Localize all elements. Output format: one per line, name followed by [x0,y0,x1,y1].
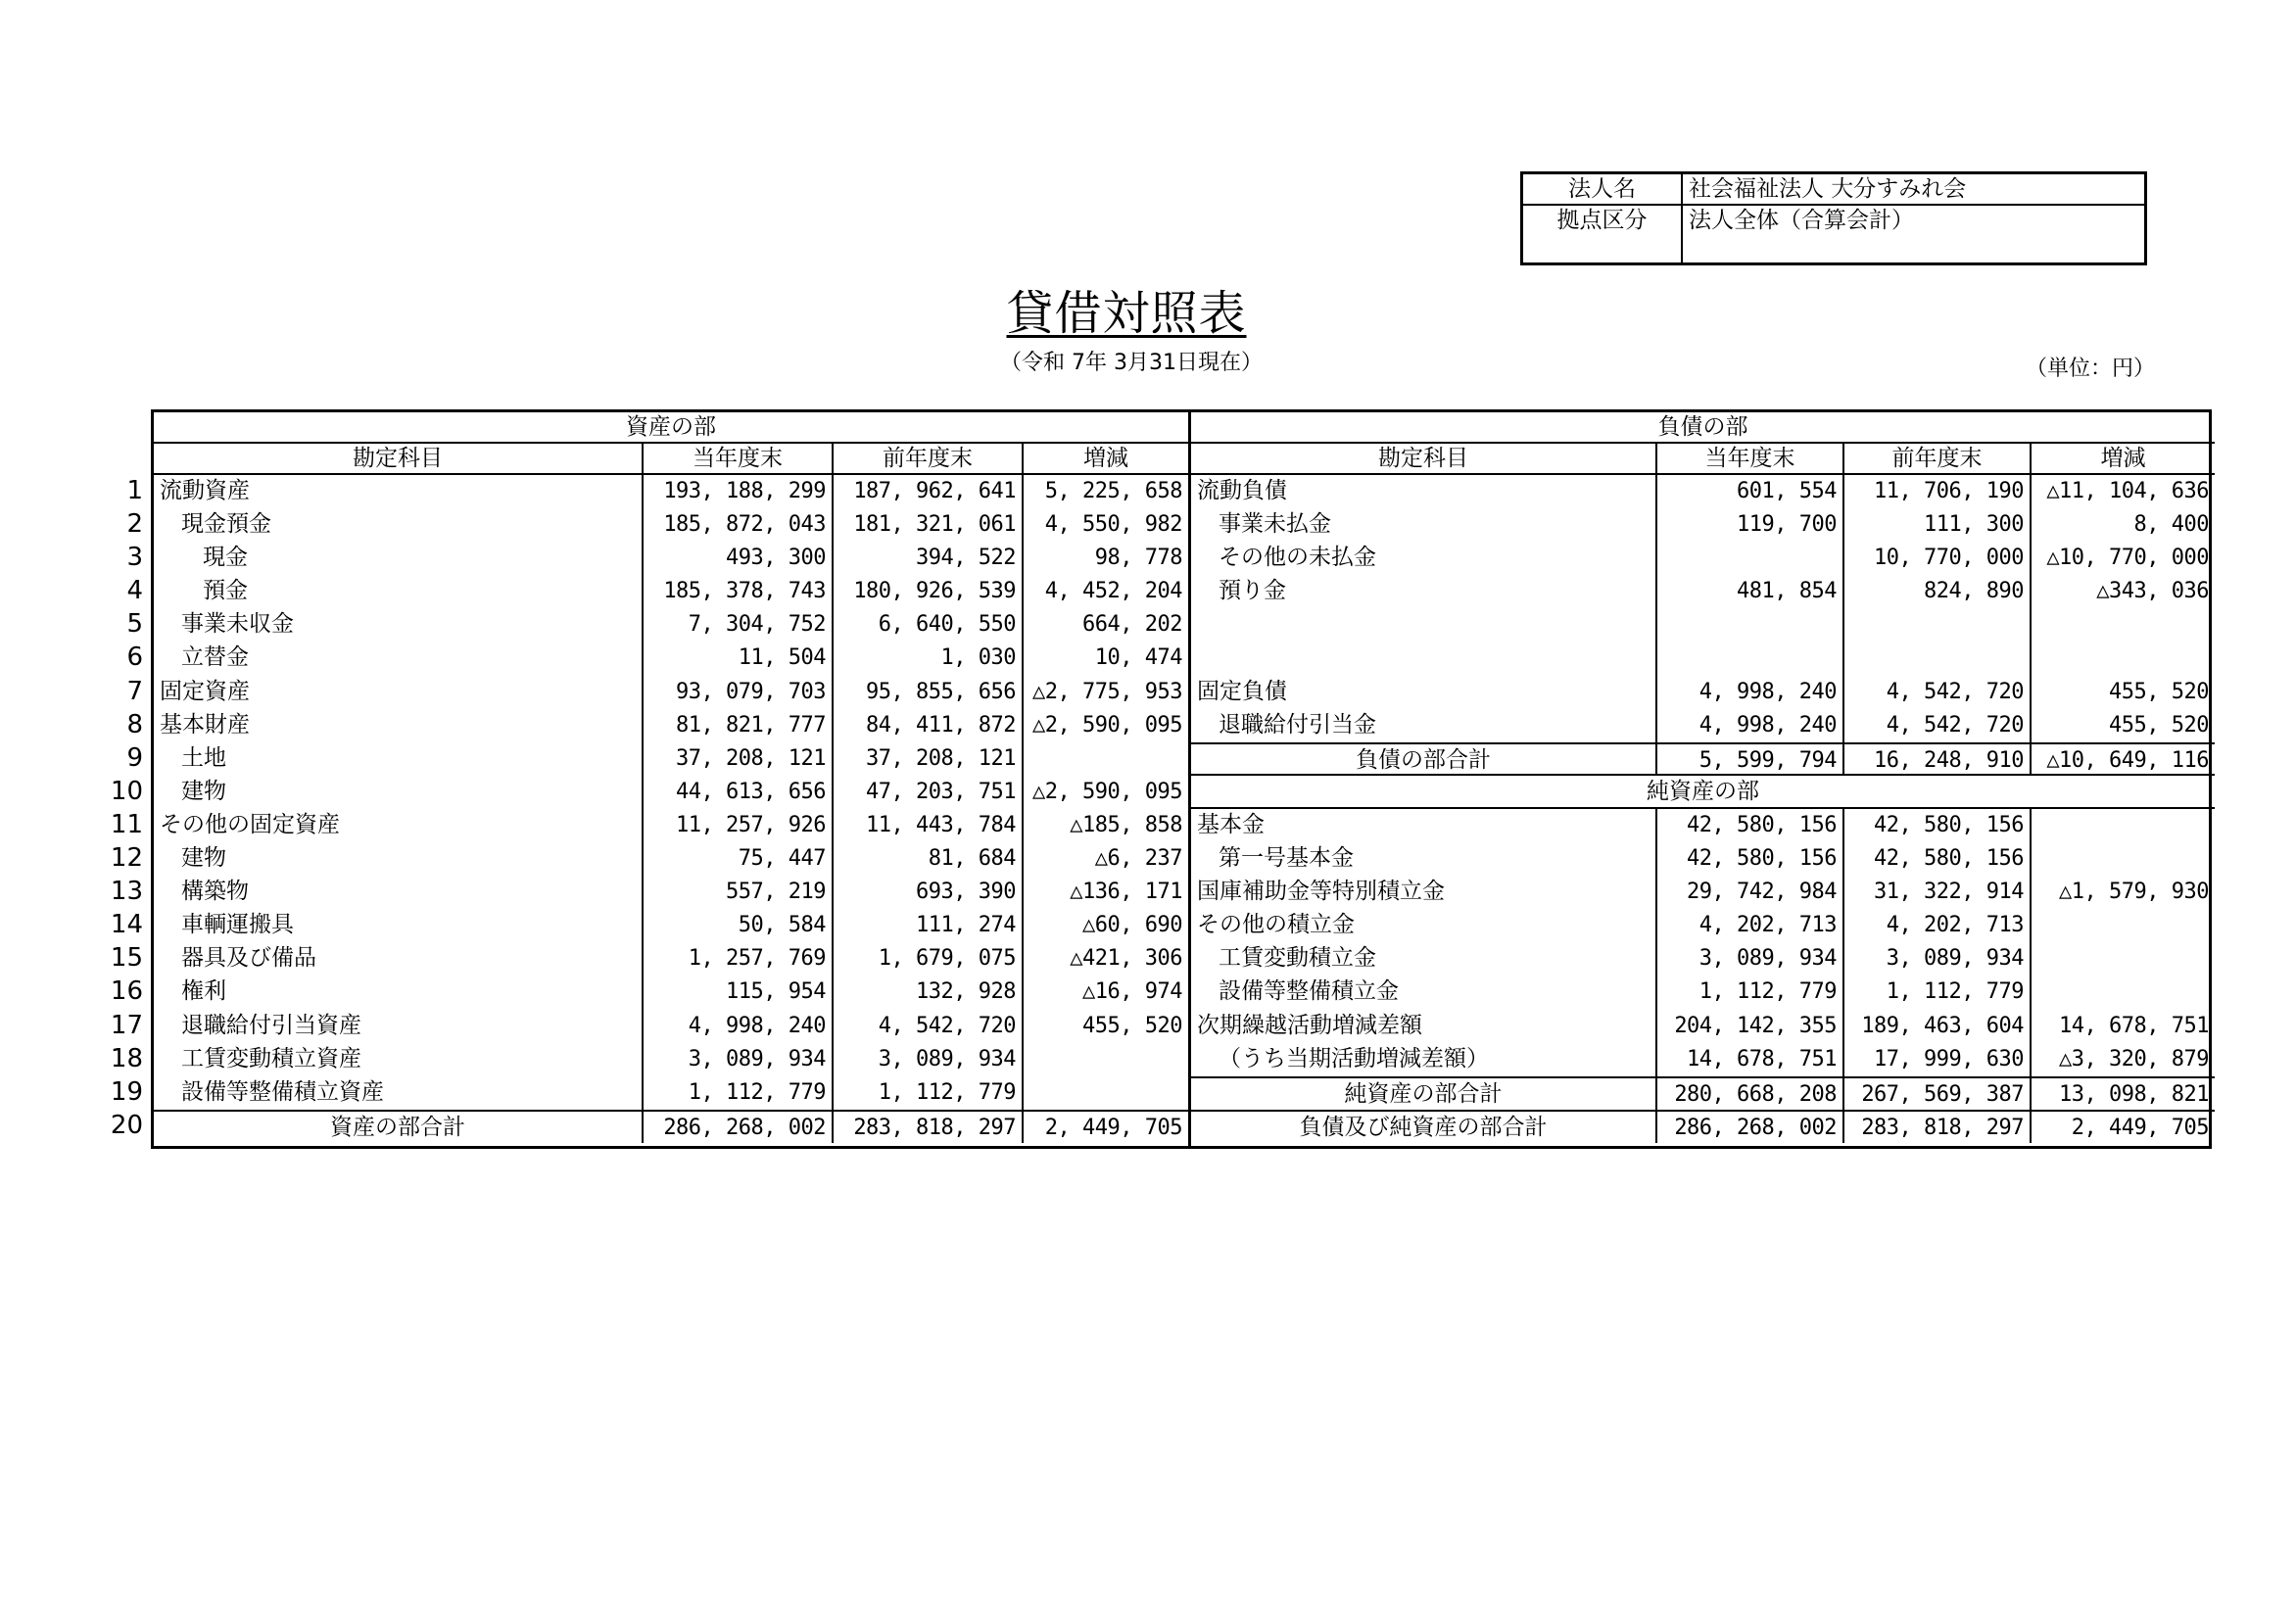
net-asset-row-change [2032,809,2215,842]
base-category-value: 法人全体（合算会計） [1689,208,1914,233]
liability-row-current [1657,542,1844,575]
liability-row-current: 5, 599, 794 [1657,742,1844,776]
row-number: 9 [126,742,143,773]
asset-row-change: △2, 590, 095 [1032,779,1182,804]
asset-row-change: 10, 474 [1094,645,1182,671]
row-number: 11 [110,809,143,839]
asset-row-current: 11, 257, 926 [644,809,834,842]
row-number: 15 [110,943,143,974]
assets-col-header-current: 当年度末 [644,444,834,475]
corp-name-label: 法人名 [1523,174,1683,206]
liability-row-label: 事業未払金 [1191,508,1657,542]
asset-row-previous: 81, 684 [834,842,1024,876]
liabilities-col-header-account: 勘定科目 [1191,444,1657,475]
asset-row-previous: 6, 640, 550 [834,608,1024,642]
report-date: （令和 7年 3月31日現在） [1000,351,1263,375]
liabilities-col-header-current: 当年度末 [1657,444,1844,475]
asset-row-current: 193, 188, 299 [644,475,834,508]
liability-row-label [1191,608,1657,642]
liability-row-change: △10, 770, 000 [2046,546,2209,571]
base-category-label: 拠点区分 [1523,206,1683,262]
asset-row-previous: 394, 522 [834,542,1024,575]
asset-row-change: △16, 974 [1082,979,1182,1005]
asset-row-change: △421, 306 [1070,946,1182,972]
asset-row-label: 現金 [154,542,644,575]
net-asset-row-previous: 283, 818, 297 [1844,1110,2032,1143]
asset-row-current: 1, 257, 769 [644,942,834,976]
net-asset-row-previous: 189, 463, 604 [1844,1010,2032,1043]
asset-row-current: 11, 504 [644,642,834,675]
asset-row-previous: 1, 030 [834,642,1024,675]
liability-row-previous [1844,608,2032,642]
asset-row-label: 車輌運搬具 [154,909,644,942]
asset-row-change: △185, 858 [1070,812,1182,837]
asset-row-label: 現金預金 [154,508,644,542]
net-asset-row-previous: 42, 580, 156 [1844,809,2032,842]
assets-col-header-previous: 前年度末 [834,444,1024,475]
asset-row-current: 37, 208, 121 [644,742,834,776]
row-number: 18 [110,1043,143,1073]
liability-row-change: △10, 649, 116 [2032,742,2215,776]
asset-row-label: その他の固定資産 [154,809,644,842]
asset-row-change: △2, 590, 095 [1032,712,1182,738]
asset-row-current: 1, 112, 779 [644,1076,834,1110]
net-asset-row-label: 負債及び純資産の部合計 [1191,1110,1657,1143]
liabilities-section-header: 負債の部 [1191,412,2215,444]
asset-row-current: 493, 300 [644,542,834,575]
liability-row-previous: 4, 542, 720 [1844,676,2032,709]
asset-row-previous: 84, 411, 872 [834,709,1024,742]
asset-row-current: 3, 089, 934 [644,1043,834,1076]
liability-row-previous: 824, 890 [1844,575,2032,608]
row-number: 8 [126,709,143,739]
asset-row-previous: 3, 089, 934 [834,1043,1024,1076]
asset-row-previous: 47, 203, 751 [834,776,1024,809]
liability-row-label: 負債の部合計 [1191,742,1657,776]
row-number: 7 [126,676,143,706]
assets-col-header-change: 増減 [1024,444,1188,475]
net-asset-row-change: 14, 678, 751 [2059,1013,2209,1038]
row-number: 3 [126,543,143,573]
net-asset-row-previous: 1, 112, 779 [1844,976,2032,1009]
net-asset-row-previous: 31, 322, 914 [1844,876,2032,909]
asset-row-previous: 4, 542, 720 [834,1010,1024,1043]
asset-row-current: 7, 304, 752 [644,608,834,642]
net-asset-row-label: （うち当期活動増減差額） [1191,1043,1657,1076]
net-asset-row-label: 次期繰越活動増減差額 [1191,1010,1657,1043]
liability-row-current: 119, 700 [1657,508,1844,542]
asset-row-current: 185, 872, 043 [644,508,834,542]
asset-row-previous: 1, 112, 779 [834,1076,1024,1110]
asset-row-previous: 37, 208, 121 [834,742,1024,776]
net-asset-row-current: 29, 742, 984 [1657,876,1844,909]
net-asset-row-previous: 17, 999, 630 [1844,1043,2032,1076]
row-number: 19 [110,1076,143,1107]
liabilities-net-assets-section [1188,412,2212,1146]
liability-row-current [1657,608,1844,642]
page-title: 貸借対照表 [1006,286,1247,341]
asset-row-change: 4, 550, 982 [1044,512,1182,538]
asset-row-current: 93, 079, 703 [644,676,834,709]
asset-row-current: 75, 447 [644,842,834,876]
corporation-info-box [1520,171,2147,265]
net-asset-row-current: 42, 580, 156 [1657,809,1844,842]
row-number: 4 [126,576,143,606]
asset-row-current: 44, 613, 656 [644,776,834,809]
net-assets-section-header: 純資産の部 [1191,776,2215,809]
assets-section-header: 資産の部 [154,412,1188,444]
asset-row-label: 基本財産 [154,709,644,742]
asset-row-current: 4, 998, 240 [644,1010,834,1043]
liability-row-previous: 10, 770, 000 [1844,542,2032,575]
asset-row-label: 土地 [154,742,644,776]
asset-row-change [1024,1043,1188,1076]
row-number: 1 [126,476,143,505]
liability-row-change: △11, 104, 636 [2046,479,2209,503]
liability-row-previous: 11, 706, 190 [1844,475,2032,508]
liability-row-current: 601, 554 [1657,475,1844,508]
net-asset-row-label: 国庫補助金等特別積立金 [1191,876,1657,909]
asset-row-label: 立替金 [154,642,644,675]
asset-row-change [1024,742,1188,776]
row-number: 5 [126,609,143,640]
net-asset-row-label: 工賃変動積立金 [1191,942,1657,976]
asset-row-previous: 187, 962, 641 [834,475,1024,508]
net-asset-row-change: △1, 579, 930 [2059,880,2209,905]
net-asset-row-current: 286, 268, 002 [1657,1110,1844,1143]
asset-row-previous: 693, 390 [834,876,1024,909]
net-asset-row-change [2032,909,2215,942]
asset-row-label: 構築物 [154,876,644,909]
net-asset-row-label: 基本金 [1191,809,1657,842]
asset-row-previous: 181, 321, 061 [834,508,1024,542]
net-asset-row-current: 204, 142, 355 [1657,1010,1844,1043]
net-asset-row-current: 42, 580, 156 [1657,842,1844,876]
net-asset-row-current: 3, 089, 934 [1657,942,1844,976]
row-number: 6 [126,643,143,673]
asset-row-label: 退職給付引当資産 [154,1010,644,1043]
net-asset-row-previous: 3, 089, 934 [1844,942,2032,976]
asset-row-label: 固定資産 [154,676,644,709]
asset-row-current: 557, 219 [644,876,834,909]
liability-row-previous: 16, 248, 910 [1844,742,2032,776]
asset-row-change: △60, 690 [1082,913,1182,938]
liability-row-label: 退職給付引当金 [1191,709,1657,742]
asset-row-previous: 180, 926, 539 [834,575,1024,608]
liability-row-change: 8, 400 [2133,512,2209,538]
liability-row-change: 455, 520 [2109,712,2209,738]
net-asset-row-current: 1, 112, 779 [1657,976,1844,1009]
liability-row-change [2032,642,2215,675]
row-number: 20 [110,1110,143,1140]
asset-row-change [1024,1076,1188,1110]
asset-row-label: 建物 [154,776,644,809]
net-asset-row-current: 280, 668, 208 [1657,1076,1844,1110]
asset-row-label: 設備等整備積立資産 [154,1076,644,1110]
liability-row-change: △343, 036 [2096,579,2209,604]
asset-row-previous: 132, 928 [834,976,1024,1009]
net-asset-row-previous: 267, 569, 387 [1844,1076,2032,1110]
asset-row-label: 資産の部合計 [154,1110,644,1143]
row-number: 13 [110,877,143,907]
row-number: 12 [110,843,143,874]
row-number: 16 [110,976,143,1007]
asset-row-label: 器具及び備品 [154,942,644,976]
asset-row-previous: 11, 443, 784 [834,809,1024,842]
net-asset-row-change: 2, 449, 705 [2032,1110,2215,1143]
asset-row-change: 98, 778 [1094,546,1182,571]
asset-row-current: 286, 268, 002 [644,1110,834,1143]
asset-row-change: 2, 449, 705 [1024,1110,1188,1143]
row-number: 2 [126,509,143,540]
assets-section [154,412,1188,1146]
liability-row-label: その他の未払金 [1191,542,1657,575]
net-asset-row-previous: 42, 580, 156 [1844,842,2032,876]
liability-row-previous: 4, 542, 720 [1844,709,2032,742]
liabilities-col-header-previous: 前年度末 [1844,444,2032,475]
asset-row-change: 664, 202 [1082,612,1182,638]
liability-row-change: 455, 520 [2109,679,2209,704]
net-asset-row-change: 13, 098, 821 [2032,1076,2215,1110]
row-number: 14 [110,910,143,940]
liability-row-label: 預り金 [1191,575,1657,608]
liability-row-previous [1844,642,2032,675]
liability-row-label [1191,642,1657,675]
asset-row-current: 81, 821, 777 [644,709,834,742]
net-asset-row-label: 第一号基本金 [1191,842,1657,876]
net-asset-row-change [2032,942,2215,976]
asset-row-change: 455, 520 [1082,1013,1182,1038]
asset-row-change: △136, 171 [1070,880,1182,905]
net-asset-row-label: 純資産の部合計 [1191,1076,1657,1110]
asset-row-current: 50, 584 [644,909,834,942]
liability-row-current: 4, 998, 240 [1657,709,1844,742]
row-number: 17 [110,1010,143,1040]
net-asset-row-change: △3, 320, 879 [2059,1046,2209,1071]
net-asset-row-change [2032,842,2215,876]
asset-row-previous: 111, 274 [834,909,1024,942]
liability-row-current: 4, 998, 240 [1657,676,1844,709]
liabilities-col-header-change: 増減 [2032,444,2215,475]
asset-row-change: 5, 225, 658 [1044,479,1182,503]
unit-label: （単位：円） [2025,357,2155,381]
asset-row-label: 流動資産 [154,475,644,508]
asset-row-label: 権利 [154,976,644,1009]
asset-row-label: 建物 [154,842,644,876]
row-number: 10 [110,776,143,806]
corp-name-value: 社会福祉法人 大分すみれ会 [1683,174,2144,206]
net-asset-row-label: その他の積立金 [1191,909,1657,942]
liability-row-change [2032,608,2215,642]
net-asset-row-previous: 4, 202, 713 [1844,909,2032,942]
asset-row-previous: 283, 818, 297 [834,1110,1024,1143]
asset-row-label: 預金 [154,575,644,608]
net-asset-row-change [2032,976,2215,1009]
liability-row-label: 固定負債 [1191,676,1657,709]
asset-row-label: 工賃変動積立資産 [154,1043,644,1076]
asset-row-current: 115, 954 [644,976,834,1009]
asset-row-change: △6, 237 [1094,846,1182,872]
asset-row-current: 185, 378, 743 [644,575,834,608]
net-asset-row-current: 4, 202, 713 [1657,909,1844,942]
net-asset-row-current: 14, 678, 751 [1657,1043,1844,1076]
liability-row-current [1657,642,1844,675]
asset-row-previous: 1, 679, 075 [834,942,1024,976]
asset-row-change: △2, 775, 953 [1032,679,1182,704]
liability-row-label: 流動負債 [1191,475,1657,508]
asset-row-change: 4, 452, 204 [1044,579,1182,604]
net-asset-row-label: 設備等整備積立金 [1191,976,1657,1009]
balance-sheet-table [151,409,2212,1149]
liability-row-previous: 111, 300 [1844,508,2032,542]
assets-col-header-account: 勘定科目 [154,444,644,475]
asset-row-label: 事業未収金 [154,608,644,642]
asset-row-previous: 95, 855, 656 [834,676,1024,709]
row-numbers [98,474,147,1142]
liability-row-current: 481, 854 [1657,575,1844,608]
